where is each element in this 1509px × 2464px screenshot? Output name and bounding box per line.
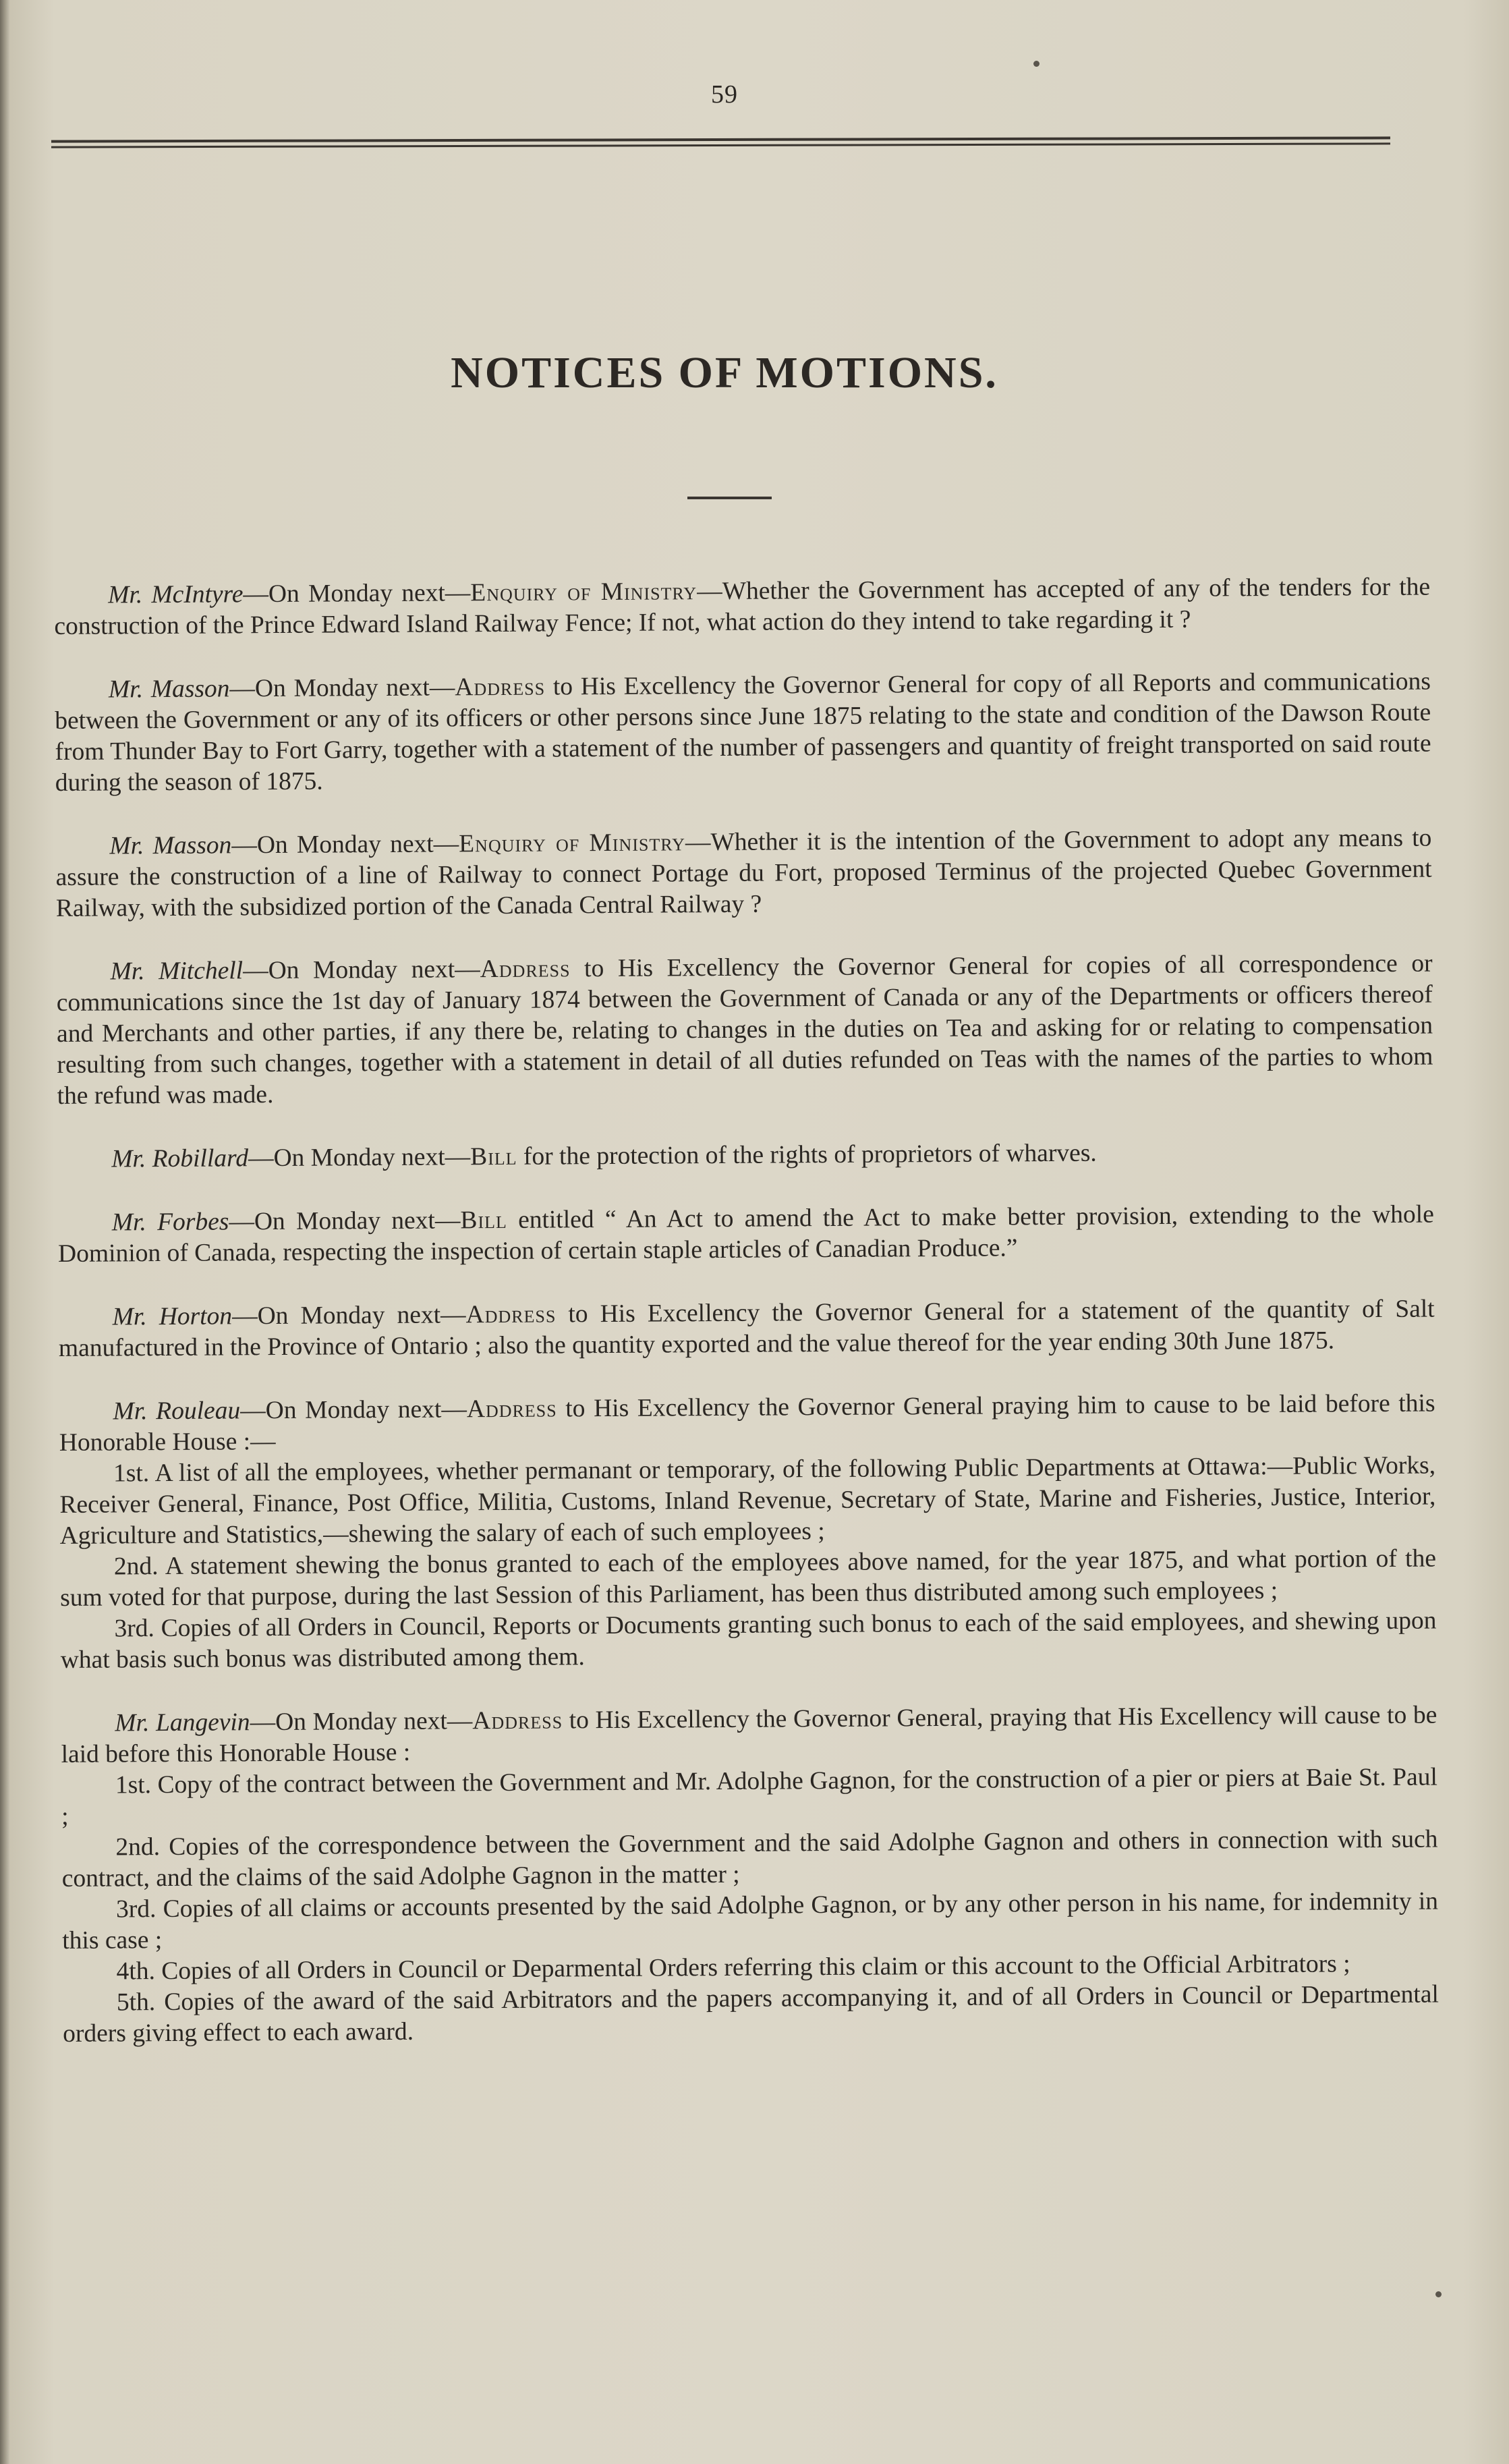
notice-kind: Address (472, 1706, 563, 1735)
notice-member: Mr. Horton (112, 1302, 233, 1331)
notice-kind: Address (466, 1395, 557, 1424)
notice-langevin (61, 1700, 1439, 2050)
notice-horton (59, 1294, 1435, 1364)
notice-text: entitled “ An Act to amend the Act to make better provision, extending to the whole Dominion of Canada, respecting the inspection of certain staple articles of Canadian Produce.” (57, 1200, 1434, 1268)
header-rule-bottom (51, 142, 1390, 148)
page-title: NOTICES OF MOTIONS. (451, 348, 998, 397)
header-rule-top (51, 136, 1390, 142)
notice-when: —On Monday next— (229, 1206, 461, 1236)
notice-mcintyre (54, 572, 1431, 642)
notice-kind: Bill (470, 1142, 517, 1171)
notice-paragraph (55, 823, 1432, 924)
book-spine-shadow (0, 0, 9, 2464)
notice-when: —On Monday next— (231, 1301, 466, 1331)
notice-kind: Address (455, 673, 546, 702)
notice-text: to His Excellency the Governor General for copy of all Reports and communications between the Government or any of its officers or other persons since June 1875 relating to the state and condition of the Dawson Route from Thunder Bay to Fort Garry, together with a statement of the number of passengers and quantity of freight transported on said route during the season of 1875. (55, 667, 1431, 797)
notice-text: to His Excellency the Governor General for a statement of the quantity of Salt manufactured in the Province of Ontario ; also the quantity exported and the value thereof for the year ending 30th June 1875. (58, 1295, 1435, 1362)
notice-paragraph (61, 1700, 1437, 1770)
notice-text: to His Excellency the Governor General praying him to cause to be laid before this Honorable House :— (59, 1389, 1435, 1457)
notices-list (54, 572, 1440, 2082)
notice-masson-enquiry (55, 823, 1432, 924)
notice-text: to His Excellency the Governor General for copies of all correspondence or communications since the 1st day of January 1874 between the Government of Canada or any of the Departments or officers thereof and Merchants and other parties, if any there be, relating to changes in the duties on Tea and asking for or relating to compensation resulting from such changes, together with a statement in detail of all duties refunded on Teas with the names of the parties to whom the refund was made. (56, 949, 1433, 1110)
notice-item: 3rd. Copies of all Orders in Council, Reports or Documents granting such bonus to each of the said employees, and shewing upon what basis such bonus was distributed among them. (60, 1606, 1437, 1674)
title-underline (687, 497, 772, 499)
notice-paragraph (57, 1136, 1433, 1175)
notice-text: —Whether it is the intention of the Government to adopt any means to assure the construction of a line of Railway to connect Portage du Fort, proposed Terminus of the projected Quebec Government Railway, with the subsidized portion of the Canada Central Railway ? (55, 824, 1432, 922)
notice-kind: Address (465, 1300, 557, 1329)
notice-member: Mr. McIntyre (108, 580, 244, 609)
page-number: 59 (711, 80, 738, 109)
notice-when: —On Monday next— (231, 830, 459, 860)
notice-item: 4th. Copies of all Orders in Council or Deparmental Orders referring this claim or this account to the Official Arbitrators ; (116, 1950, 1350, 1986)
notice-kind: Address (480, 955, 571, 984)
header-double-rule (51, 136, 1390, 150)
notice-item: 2nd. A statement shewing the bonus granted to each of the employees above named, for the year 1875, and what portion of the sum voted for that purpose, during the last Session of this Parliament, has been thus distributed among such employees ; (60, 1544, 1437, 1612)
paper-speck (1033, 61, 1040, 67)
notice-kind: Bill (460, 1206, 507, 1235)
notice-member: Mr. Robillard (111, 1144, 249, 1173)
notice-when: —On Monday next— (250, 1707, 473, 1737)
notice-paragraph (59, 1389, 1435, 1459)
paper-speck (1435, 2291, 1442, 2297)
notice-when: —On Monday next— (240, 1395, 467, 1425)
notice-item: 3rd. Copies of all claims or accounts presented by the said Adolphe Gagnon, or by any other person in his name, for indemnity in this case ; (62, 1887, 1439, 1955)
notice-paragraph (56, 949, 1433, 1112)
notice-member: Mr. Langevin (115, 1708, 250, 1737)
notice-text: for the protection of the rights of proprietors of wharves. (517, 1139, 1097, 1171)
notice-mitchell (56, 949, 1433, 1112)
notice-rouleau (59, 1389, 1436, 1676)
notice-masson-address (55, 667, 1431, 799)
notice-member: Mr. Rouleau (113, 1397, 241, 1426)
notice-paragraph (55, 667, 1431, 799)
notice-text: to His Excellency the Governor General, praying that His Excellency will cause to be laid before this Honorable House : (61, 1701, 1437, 1768)
notice-paragraph (59, 1294, 1435, 1364)
notice-kind: Enquiry of Ministry (459, 829, 686, 858)
notice-when: —On Monday next— (229, 673, 455, 703)
notice-member: Mr. Forbes (111, 1208, 229, 1237)
notice-member: Mr. Masson (108, 675, 230, 704)
notice-when: —On Monday next— (243, 579, 471, 609)
notice-forbes (58, 1200, 1435, 1270)
notice-paragraph (54, 572, 1431, 642)
notice-paragraph (58, 1200, 1435, 1270)
notice-kind: Enquiry of Ministry (470, 578, 697, 607)
page-sheet (9, 0, 1509, 2464)
notice-item: 1st. Copy of the contract between the Government and Mr. Adolphe Gagnon, for the construction of a pier or piers at Baie St. Paul ; (61, 1763, 1438, 1830)
notice-text: —Whether the Government has accepted of any of the tenders for the construction of the Prince Edward Island Railway Fence; If not, what action do they intend to take regarding it ? (54, 573, 1431, 640)
notice-robillard (57, 1136, 1433, 1175)
notice-member: Mr. Mitchell (110, 957, 244, 986)
notice-item: 2nd. Copies of the correspondence between the Government and the said Adolphe Gagnon and others in connection with such contract, and the claims of the said Adolphe Gagnon in the matter ; (61, 1825, 1438, 1893)
notice-item: 1st. A list of all the employees, whether permanant or temporary, of the following Public Departments at Ottawa:—Public Works, Receiver General, Finance, Post Office, Militia, Customs, Inland Revenue, Secretary of State, Marine and Fisheries, Justice, Interior, Agriculture and Statistics,—shewing the salary of each of such employees ; (59, 1451, 1436, 1550)
notice-member: Mr. Masson (109, 831, 232, 860)
notice-item: 5th. Copies of the award of the said Arbitrators and the papers accompanying it, and of all Orders in Council or Departmental orders giving effect to each award. (63, 1980, 1439, 2048)
notice-when: —On Monday next— (243, 955, 480, 985)
notice-when: —On Monday next— (248, 1143, 471, 1173)
